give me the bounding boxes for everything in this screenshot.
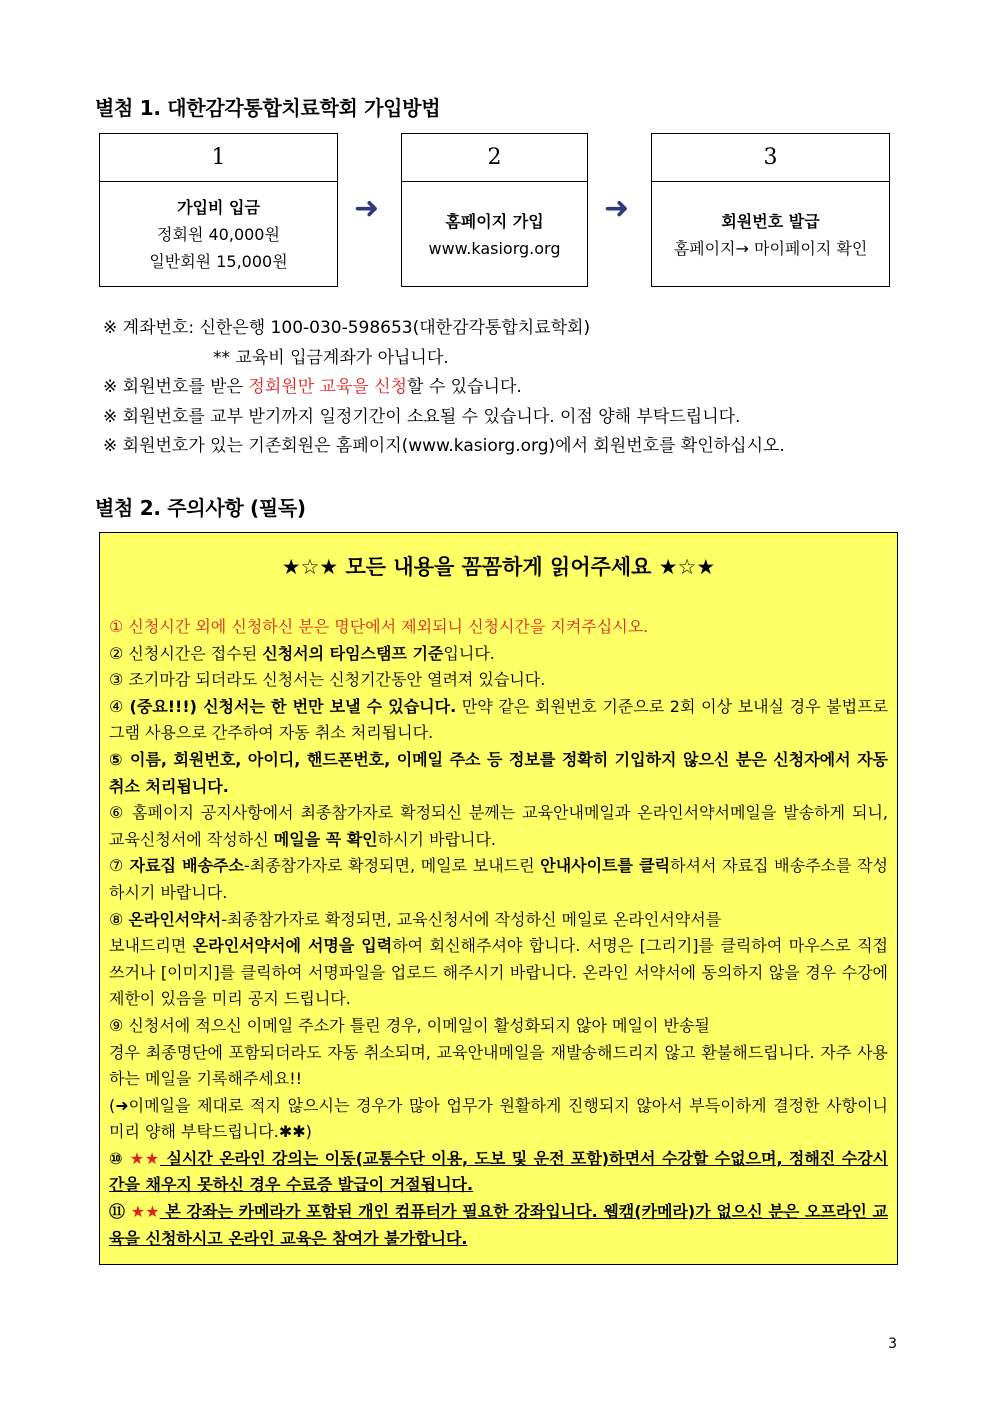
- item-text: 하시기 바랍니다.: [377, 829, 496, 849]
- item-text: 하셔서 자료집 배송주소를 작성하시기 바랍니다.: [109, 856, 889, 902]
- notice-body: [109, 614, 888, 1252]
- item-text: -최종참가자로 확정되면, 메일로 보내드린: [243, 856, 541, 876]
- notice-item-6: [109, 800, 888, 853]
- item-text: 하여 회신해주셔야 합니다. 서명은 [그리기]를 클릭하여 마우스로 직접 쓰거나 [이미지]를 클릭하여 서명파일을 업로드 해주시기 바랍니다. 온라인 서약서에 동의하지 않을 경우 수강에 제한이 있음을 미리 공지 드립니다.: [109, 936, 888, 1009]
- notice-title: ★☆★ 모든 내용을 꼼꼼하게 읽어주세요 ★☆★: [281, 555, 716, 579]
- note-highlight: 정회원만 교육을 신청: [248, 377, 408, 397]
- item-text: 만약 같은 회원번호 기준으로 2회 이상 보내실 경우 불법프로그램 사용으로 간주하여 자동 취소 처리됩니다.: [109, 696, 889, 743]
- notice-item-5: ⑤ 이름, 회원번호, 아이디, 핸드폰번호, 이메일 주소 등 정보를 정확히 기입하지 않으신 분은 신청자에서 자동취소 처리됩니다.: [109, 749, 888, 796]
- item-text: ④: [109, 696, 130, 716]
- item-text: -최종참가자로 확정되면, 교육신청서에 작성하신 메일로 온라인서약서를: [221, 909, 722, 929]
- step-3-box: [651, 133, 890, 287]
- item-text: ⑪: [109, 1202, 131, 1222]
- item-text: ⑩: [109, 1148, 130, 1168]
- step-2-number: 2: [402, 134, 587, 182]
- note-existing-member: ※ 회원번호가 있는 기존회원은 홈페이지(www.kasiorg.org)에서 회원번호를 확인하십시오.: [103, 436, 785, 456]
- step-3-line: 홈페이지→ 마이페이지 확인: [673, 238, 868, 258]
- item-emphasis: 온라인서약서: [128, 909, 222, 929]
- note-regular-member: [103, 373, 785, 403]
- arrow-right-icon: ➜: [604, 191, 630, 226]
- notice-item-9: ⑨ 신청서에 적으신 이메일 주소가 틀린 경우, 이메일이 활성화되지 않아 메일이 반송될: [109, 1015, 710, 1035]
- notice-item-3: ③ 조기마감 되더라도 신청서는 신청기간동안 열려져 있습니다.: [109, 670, 546, 690]
- section2-title: 별첨 2. 주의사항 (필독): [95, 496, 306, 520]
- note-text: ※ 회원번호를 받은: [103, 377, 249, 397]
- notice-item-4: [109, 694, 888, 747]
- step-3-title: 회원번호 발급: [721, 211, 820, 231]
- notice-item-8: [109, 907, 888, 934]
- step-2-website-link[interactable]: www.kasiorg.org: [428, 238, 561, 258]
- note-text: 할 수 있습니다.: [407, 377, 522, 397]
- item-emphasis: 본 강좌는 카메라가 포함된 개인 컴퓨터가 필요한 강좌입니다. 웹캠(카메라)가 없으신 분은 오프라인 교육을 신청하시고 온라인 교육은 참여가 불가합니다.: [109, 1202, 888, 1248]
- item-emphasis: 메일을 꼭 확인: [273, 829, 378, 849]
- step-3-number: 3: [652, 134, 889, 182]
- notice-box: [99, 532, 898, 1265]
- note-account: ※ 계좌번호: 신한은행 100-030-598653(대한감각통합치료학회): [103, 318, 591, 338]
- notice-item-7: [109, 853, 888, 906]
- item-text: ⑥ 홈페이지 공지사항에서 최종참가자로 확정되신 분께는 교육안내메일과 온라인서약서메일을 발송하게 되니, 교육신청서에 작성하신: [109, 803, 888, 849]
- item-emphasis: (중요!!!) 신청서는 한 번만 보낼 수 있습니다.: [129, 696, 457, 716]
- item-text: ⑦: [109, 856, 130, 876]
- item-emphasis: 신청서의 타임스탬프 기준: [262, 643, 444, 663]
- step-1-line-regular-fee: 정회원 40,000원: [157, 225, 280, 244]
- item-text: ② 신청시간은 접수된: [109, 643, 263, 663]
- notice-item-11: [109, 1199, 888, 1252]
- notice-item-10: [109, 1146, 888, 1199]
- section1-title: 별첨 1. 대한감각통합치료학회 가입방법: [95, 96, 441, 120]
- item-emphasis: 자료집 배송주소: [129, 856, 244, 876]
- item-text: 입니다.: [443, 643, 495, 663]
- notice-item-2: [109, 641, 888, 668]
- item-emphasis: 온라인서약서에 서명을 입력: [192, 936, 393, 956]
- notice-item-1: ① 신청시간 외에 신청하신 분은 명단에서 제외되니 신청시간을 지켜주십시오.: [109, 617, 649, 636]
- step-2-box: [401, 133, 588, 287]
- step-1-number: 1: [100, 134, 337, 182]
- note-issue-time: ※ 회원번호를 교부 받기까지 일정기간이 소요될 수 있습니다. 이점 양해 부탁드립니다.: [103, 406, 741, 427]
- note-account-sub: ** 교육비 입금계좌가 아닙니다.: [213, 347, 449, 368]
- step-1-title: 가입비 입금: [177, 198, 260, 217]
- notice-item-9-note: (➜이메일을 제대로 적지 않으시는 경우가 많아 업무가 원활하게 진행되지 않아서 부득이하게 결정한 사항이니 미리 양해 부탁드립니다.✱✱): [109, 1095, 888, 1142]
- step-1-box: [99, 133, 338, 287]
- step-1-line-general-fee: 일반회원 15,000원: [149, 252, 288, 271]
- star-icon: ★★: [129, 1148, 161, 1168]
- item-text: 보내드리면: [109, 936, 193, 956]
- item-emphasis: 안내사이트를 클릭: [540, 856, 671, 876]
- item-text: ⑧: [109, 909, 129, 929]
- notice-item-9-cont: 경우 최종명단에 포함되더라도 자동 취소되며, 교육안내메일을 재발송해드리지 않고 환불해드립니다. 자주 사용하는 메일을 기록해주세요!!: [109, 1042, 888, 1089]
- star-icon: ★★: [130, 1202, 160, 1222]
- item-emphasis: 실시간 온라인 강의는 이동(교통수단 이용, 도보 및 운전 포함)하면서 수강할 수없으며, 정해진 수강시간을 채우지 못하신 경우 수료증 발급이 거절됩니다.: [109, 1148, 889, 1195]
- notice-item-8-cont: [109, 933, 888, 1013]
- section1-notes: [103, 314, 785, 462]
- arrow-right-icon: ➜: [354, 191, 380, 226]
- page-number: 3: [888, 1336, 897, 1352]
- step-2-title: 홈페이지 가입: [445, 211, 544, 231]
